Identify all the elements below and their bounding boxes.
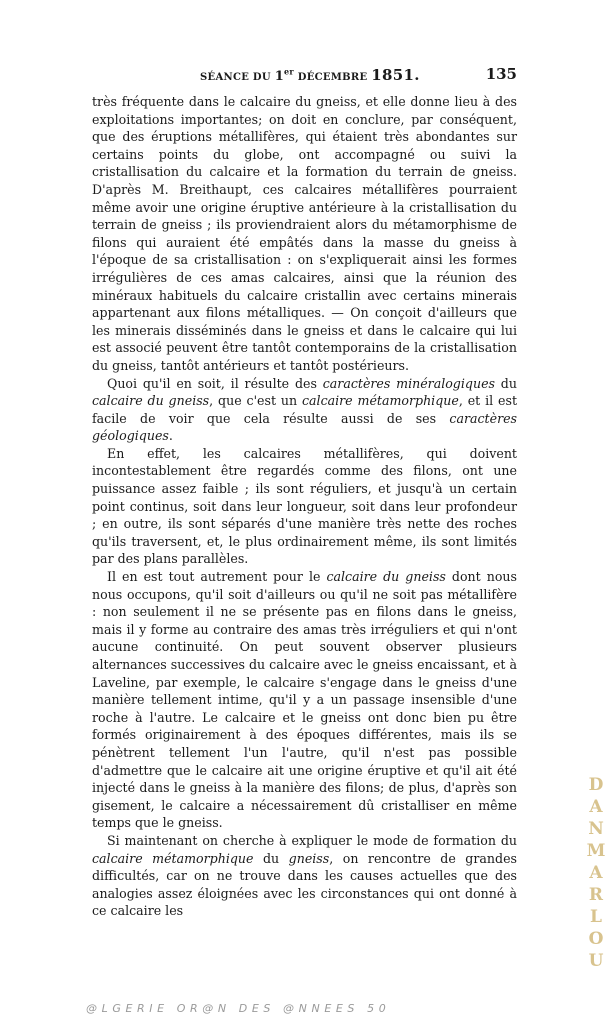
paragraph-4-text-a: Il en est tout autrement pour le [107, 569, 327, 585]
page-number: 135 [485, 65, 517, 83]
paragraph-2-italic-d: caractères géologiques [92, 410, 517, 444]
paragraph-5-text-a: Si maintenant on cherche à expliquer le mode de formation du [107, 832, 517, 848]
paragraph-5-italic-b: gneiss [288, 850, 330, 866]
running-head-day-suffix: er [284, 66, 294, 77]
paragraph-2 [92, 375, 517, 445]
paragraph-5 [92, 832, 517, 920]
paragraph-3: En effet, les calcaires métallifères, qui doivent incontestablement être regardés comme des filons, ont une puissance assez faible ; ils sont réguliers, et jusqu'à un certain point continus, soit dans leur longueur, soit dans leur profondeur ; en outre, ils sont séparés d'une manière très nette des roches qu'ils traversent, et, le plus ordinairement même, ils sont limités par des plans parallèles. [92, 445, 517, 567]
paragraph-1: très fréquente dans le calcaire du gneiss, et elle donne lieu à des exploitations importantes; on doit en conclure, par conséquent, que des éruptions métallifères, qui étaient très abondantes sur certains points du globe, ont accompagné ou suivi la cristallisation du calcaire et la formation du terrain de gneiss. D'après M. Breithaupt, ces calcaires métallifères pourraient même avoir une origine éruptive antérieure à la cristallisation du terrain de gneiss ; ils proviendraient alors du métamorphisme de filons qui auraient été empâtés dans la masse du gneiss à l'époque de sa cristallisation : on s'expliquerait ainsi les formes irrégulières de ces amas calcaires, ainsi que la réunion des minéraux habituels du calcaire cristallin avec certains minerais appartenant aux filons métalliques. — On conçoit d'ailleurs que les minerais disséminés dans le gneiss et dans le calcaire qui lui est associé peuvent être tantôt contemporains de la cristallisation du gneiss, tantôt antérieurs et tantôt postérieurs. [92, 94, 517, 373]
body-text [92, 93, 517, 920]
paragraph-2-text-c: , que c'est un [209, 393, 302, 409]
running-head [200, 66, 420, 84]
paragraph-2-italic-a: caractères minéralogiques [322, 375, 495, 391]
paragraph-5-text-c: , on rencontre de grandes difficultés, car on ne trouve dans les causes actuelles que des analogies assez éloignées avec les circonstances qui ont donné à ce calcaire les [92, 850, 517, 919]
paragraph-4-italic-a: calcaire du gneiss [326, 569, 446, 585]
paragraph-5-italic-a: calcaire métamorphique [92, 850, 254, 866]
running-head-month: DÉCEMBRE [293, 72, 372, 83]
paragraph-2-text-d: , et il est facile de voir que cela résulte aussi de ses [92, 393, 517, 426]
paragraph-5-text-b: du [253, 850, 289, 866]
page-header [92, 66, 517, 86]
running-head-day: 1 [274, 69, 285, 84]
paragraph-2-italic-c: calcaire métamorphique [301, 393, 459, 409]
paragraph-4-text-b: dont nous nous occupons, qu'il soit d'ailleurs ou qu'il ne soit pas métallifère : non seulement il ne se présente pas en filons dans le gneiss, mais il y forme au contraire des amas très irréguliers et qui n'ont aucune continuité. On peut souvent observer plusieurs alternances successives du calcaire avec le gneiss encaissant, et à Laveline, par exemple, le calcaire s'engage dans le gneiss d'une manière tellement intime, qu'il y a un passage insensible d'une roche à l'autre. Le calcaire et le gneiss ont donc bien pu être formés originairement à des époques différentes, mais ils se pénètrent tellement l'un l'autre, qu'il n'est pas possible d'admettre que le calcaire ait une origine éruptive et qu'il ait été injecté dans le gneiss à la manière des filons; de plus, d'après son gisement, le calcaire a nécessairement dû cristalliser en même temps que le gneiss. [92, 569, 517, 831]
paragraph-4 [92, 568, 517, 832]
paragraph-2-text-e: . [168, 428, 173, 444]
side-watermark: DANMARLOU [586, 775, 606, 971]
running-head-seance: SÉANCE DU [200, 72, 275, 83]
paragraph-2-italic-b: calcaire du gneiss [92, 393, 210, 409]
running-head-year: 1851. [371, 66, 420, 84]
footer-watermark: @LGERIE OR@N DES @NNEES 50 [86, 1002, 391, 1015]
paragraph-2-text-b: du [495, 375, 517, 391]
paragraph-2-text-a: Quoi qu'il en soit, il résulte des [107, 375, 323, 391]
